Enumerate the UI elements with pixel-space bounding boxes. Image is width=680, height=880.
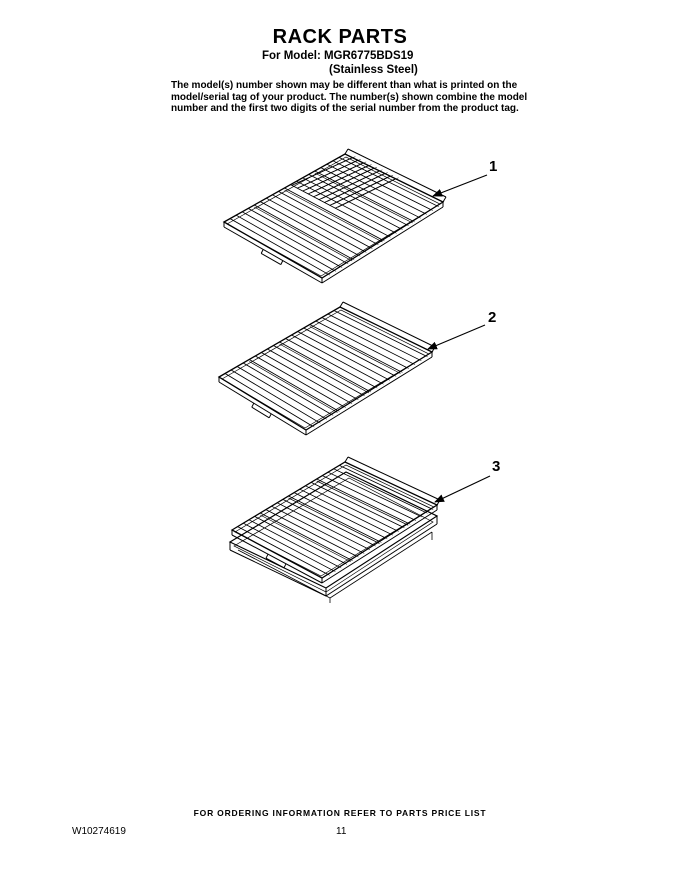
rack-wire <box>336 470 428 514</box>
rack-wire <box>245 524 335 572</box>
rack-wire <box>323 169 421 219</box>
rack-wire <box>266 554 268 558</box>
rack-wire <box>284 564 286 568</box>
callout-leader-3 <box>435 476 490 502</box>
rack-wire <box>317 172 415 222</box>
rack-wire <box>345 149 348 154</box>
note-line: model/serial tag of your product. The number(s) shown combine the model <box>171 91 528 103</box>
rack-wire <box>333 175 394 204</box>
page-number: 11 <box>336 826 347 837</box>
rack-3-illustration <box>230 457 440 603</box>
rack-wire <box>341 466 433 509</box>
rack-wire <box>330 473 422 517</box>
rack-wire <box>263 354 352 404</box>
callout-label-2: 2 <box>488 309 497 326</box>
rack-wire <box>261 253 281 264</box>
rack-wire <box>275 347 364 396</box>
rack-wire <box>311 175 409 225</box>
rack-wire <box>252 407 269 418</box>
rack-wire <box>330 315 422 361</box>
rack-wire <box>293 186 391 238</box>
rack-wire <box>288 340 378 389</box>
note-line: number and the first two digits of the serial number from the product tag. <box>171 103 519 114</box>
rack-wire <box>343 302 435 347</box>
rack-wire <box>348 457 440 500</box>
rack-wire <box>340 302 343 307</box>
rack-wire <box>269 350 358 400</box>
rack-wire <box>443 197 446 202</box>
rack-wire <box>244 213 342 268</box>
rack-wire <box>256 206 354 260</box>
rack-wire <box>232 220 330 276</box>
note-line: The model(s) number shown may be different than what is printed on the <box>171 80 518 91</box>
rack-wire <box>330 532 432 598</box>
callout-leader-2 <box>428 325 485 349</box>
rack-wire <box>257 357 346 408</box>
rack-wire <box>280 344 370 393</box>
rack-wire <box>274 196 372 249</box>
rack-wire <box>282 343 372 392</box>
rack-wire <box>249 362 337 413</box>
rack-wire <box>336 312 428 357</box>
rack-frame <box>219 307 432 430</box>
rack-wire <box>262 203 360 257</box>
rack-wire <box>345 457 348 462</box>
callout-label-3: 3 <box>492 458 501 475</box>
rack-wire <box>300 333 390 381</box>
rack-wire <box>318 322 409 369</box>
rack-1-illustration <box>224 149 446 283</box>
rack-wire <box>252 403 254 407</box>
rack-wire <box>306 329 397 376</box>
rack-2-illustration <box>219 302 435 435</box>
ordering-info: FOR ORDERING INFORMATION REFER TO PARTS PRICE LIST <box>193 808 487 818</box>
rack-wire <box>269 414 271 418</box>
rack-wire <box>305 179 403 230</box>
callout-leader-1 <box>433 175 487 196</box>
rack-wire <box>312 326 403 373</box>
rack-wire <box>232 535 322 583</box>
callout-label-1: 1 <box>489 158 498 175</box>
rack-wire <box>219 382 306 435</box>
rack-wire <box>326 524 437 596</box>
rack-wire <box>281 261 283 265</box>
model-variant: (Stainless Steel) <box>329 64 418 76</box>
page-title: RACK PARTS <box>272 26 408 48</box>
rack-frame <box>227 157 440 276</box>
model-number: For Model: MGR6775BDS19 <box>262 50 414 62</box>
document-number: W10274619 <box>72 826 126 837</box>
rack-wire <box>294 336 384 384</box>
rack-wire <box>261 249 263 253</box>
rack-wire <box>338 178 399 208</box>
